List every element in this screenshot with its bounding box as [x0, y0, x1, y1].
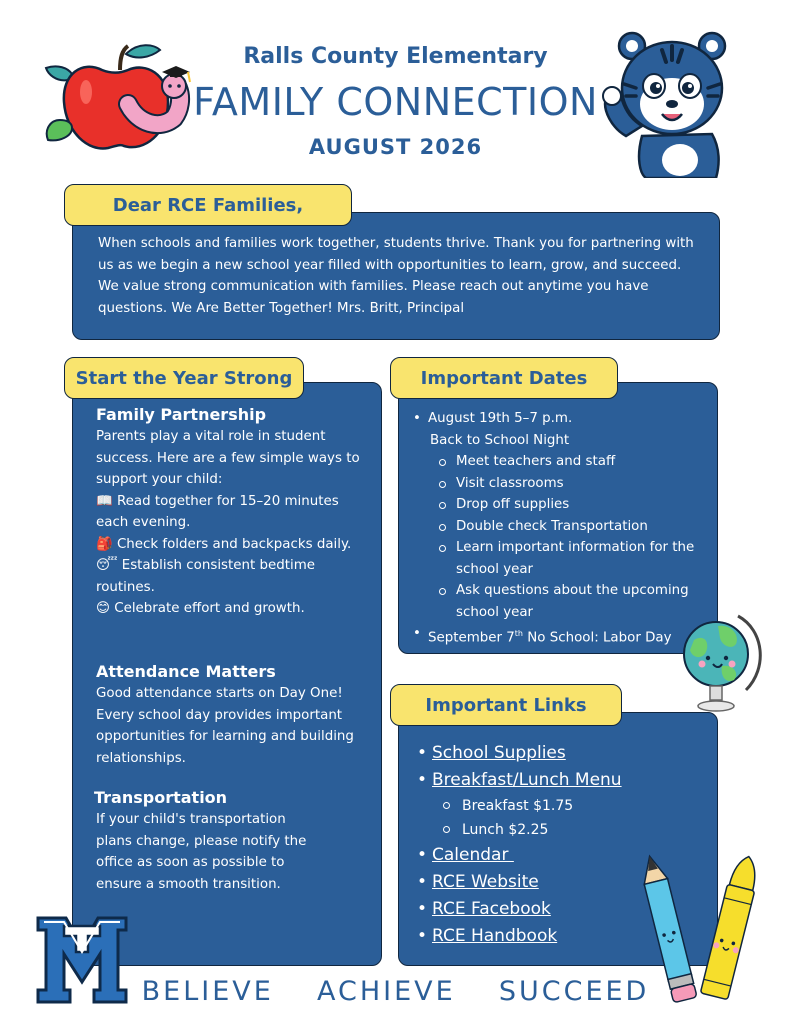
transportation-text: If your child's transportation plans change, please notify the office as soon as possible to ensure a smooth transition. — [96, 812, 307, 892]
welcome-heading — [64, 184, 352, 226]
book-icon: 📖 — [96, 493, 113, 509]
footer-motto: BELIEVE ACHIEVE SUCCEED — [141, 976, 650, 1007]
tip-item — [96, 598, 364, 620]
tip-text: Establish consistent bedtime routines. — [96, 558, 315, 595]
link-item — [414, 740, 704, 767]
issue-date: AUGUST 2026 — [308, 135, 483, 159]
event-date-time: • August 19th 5–7 p.m. — [428, 411, 573, 426]
event-detail: Drop off supplies — [428, 494, 702, 516]
dates-heading — [390, 357, 618, 399]
event-name: Back to School Night — [430, 432, 570, 448]
backpack-icon: 🎒 — [96, 536, 113, 552]
event-detail: Visit classrooms — [428, 473, 702, 495]
lunch-price: Lunch $2.25 — [432, 818, 704, 842]
event-detail: Meet teachers and staff — [428, 451, 702, 473]
attendance-title: Attendance Matters — [96, 662, 276, 681]
tip-item — [96, 491, 364, 534]
facebook-link[interactable]: RCE Facebook — [432, 899, 551, 919]
calendar-link[interactable]: Calendar — [432, 845, 514, 865]
start-strong-heading-text: Start the Year Strong — [75, 367, 293, 389]
attendance-text: Good attendance starts on Day One! Every school day provides important opportunities for learning and building relationships. — [96, 686, 354, 766]
welcome-message: When schools and families work together, students thrive. Thank you for partnering with us as we begin a new school year filled with opportunities to learn, grow, and succeed. We value strong communication with families. Please reach out anytime you have questions. We Are Better Together! Mrs. Britt, Principal — [98, 236, 694, 316]
event-detail: Learn important information for the school year — [428, 537, 702, 580]
links-heading — [390, 684, 622, 726]
tip-item — [96, 555, 364, 598]
tip-text: Celebrate effort and growth. — [114, 601, 305, 616]
menu-link[interactable]: Breakfast/Lunch Menu — [432, 770, 622, 790]
transportation-section — [94, 788, 324, 895]
welcome-heading-text: Dear RCE Families, — [112, 194, 304, 216]
tip-text: Check folders and backpacks daily. — [116, 536, 352, 552]
start-strong-heading — [64, 357, 304, 399]
transportation-title: Transportation — [94, 788, 228, 807]
dates-list — [410, 408, 702, 649]
smiling-face-icon: 😊 — [96, 601, 110, 616]
event-detail: Ask questions about the upcoming school year — [428, 580, 702, 623]
website-link[interactable]: RCE Website — [432, 872, 539, 892]
date-item — [410, 408, 702, 623]
family-partnership-title: Family Partnership — [96, 405, 267, 424]
family-partnership-section — [96, 405, 364, 620]
tip-item — [96, 534, 364, 556]
event-detail: Double check Transportation — [428, 516, 702, 538]
breakfast-price: Breakfast $1.75 — [432, 794, 704, 818]
link-item — [414, 767, 704, 842]
dates-heading-text: Important Dates — [420, 367, 588, 389]
event2-text: No School: Labor Day — [523, 630, 672, 646]
globe-icon — [676, 606, 772, 718]
school-supplies-link[interactable]: School Supplies — [432, 743, 566, 763]
family-partnership-intro: Parents play a vital role in student success. Here are a few simple ways to support your child: — [96, 429, 360, 487]
newsletter-title: FAMILY CONNECTION — [193, 80, 598, 124]
attendance-section — [96, 662, 358, 769]
sleeping-face-icon: 😴 — [96, 558, 118, 573]
tip-text: Read together for 15–20 minutes each evening. — [96, 493, 339, 530]
event2-date-suffix: th — [514, 629, 524, 638]
event2-date: September 7 — [428, 630, 515, 646]
date-item — [410, 623, 702, 649]
handbook-link[interactable]: RCE Handbook — [432, 926, 558, 946]
school-name: Ralls County Elementary — [243, 44, 548, 69]
links-heading-text: Important Links — [425, 694, 587, 716]
